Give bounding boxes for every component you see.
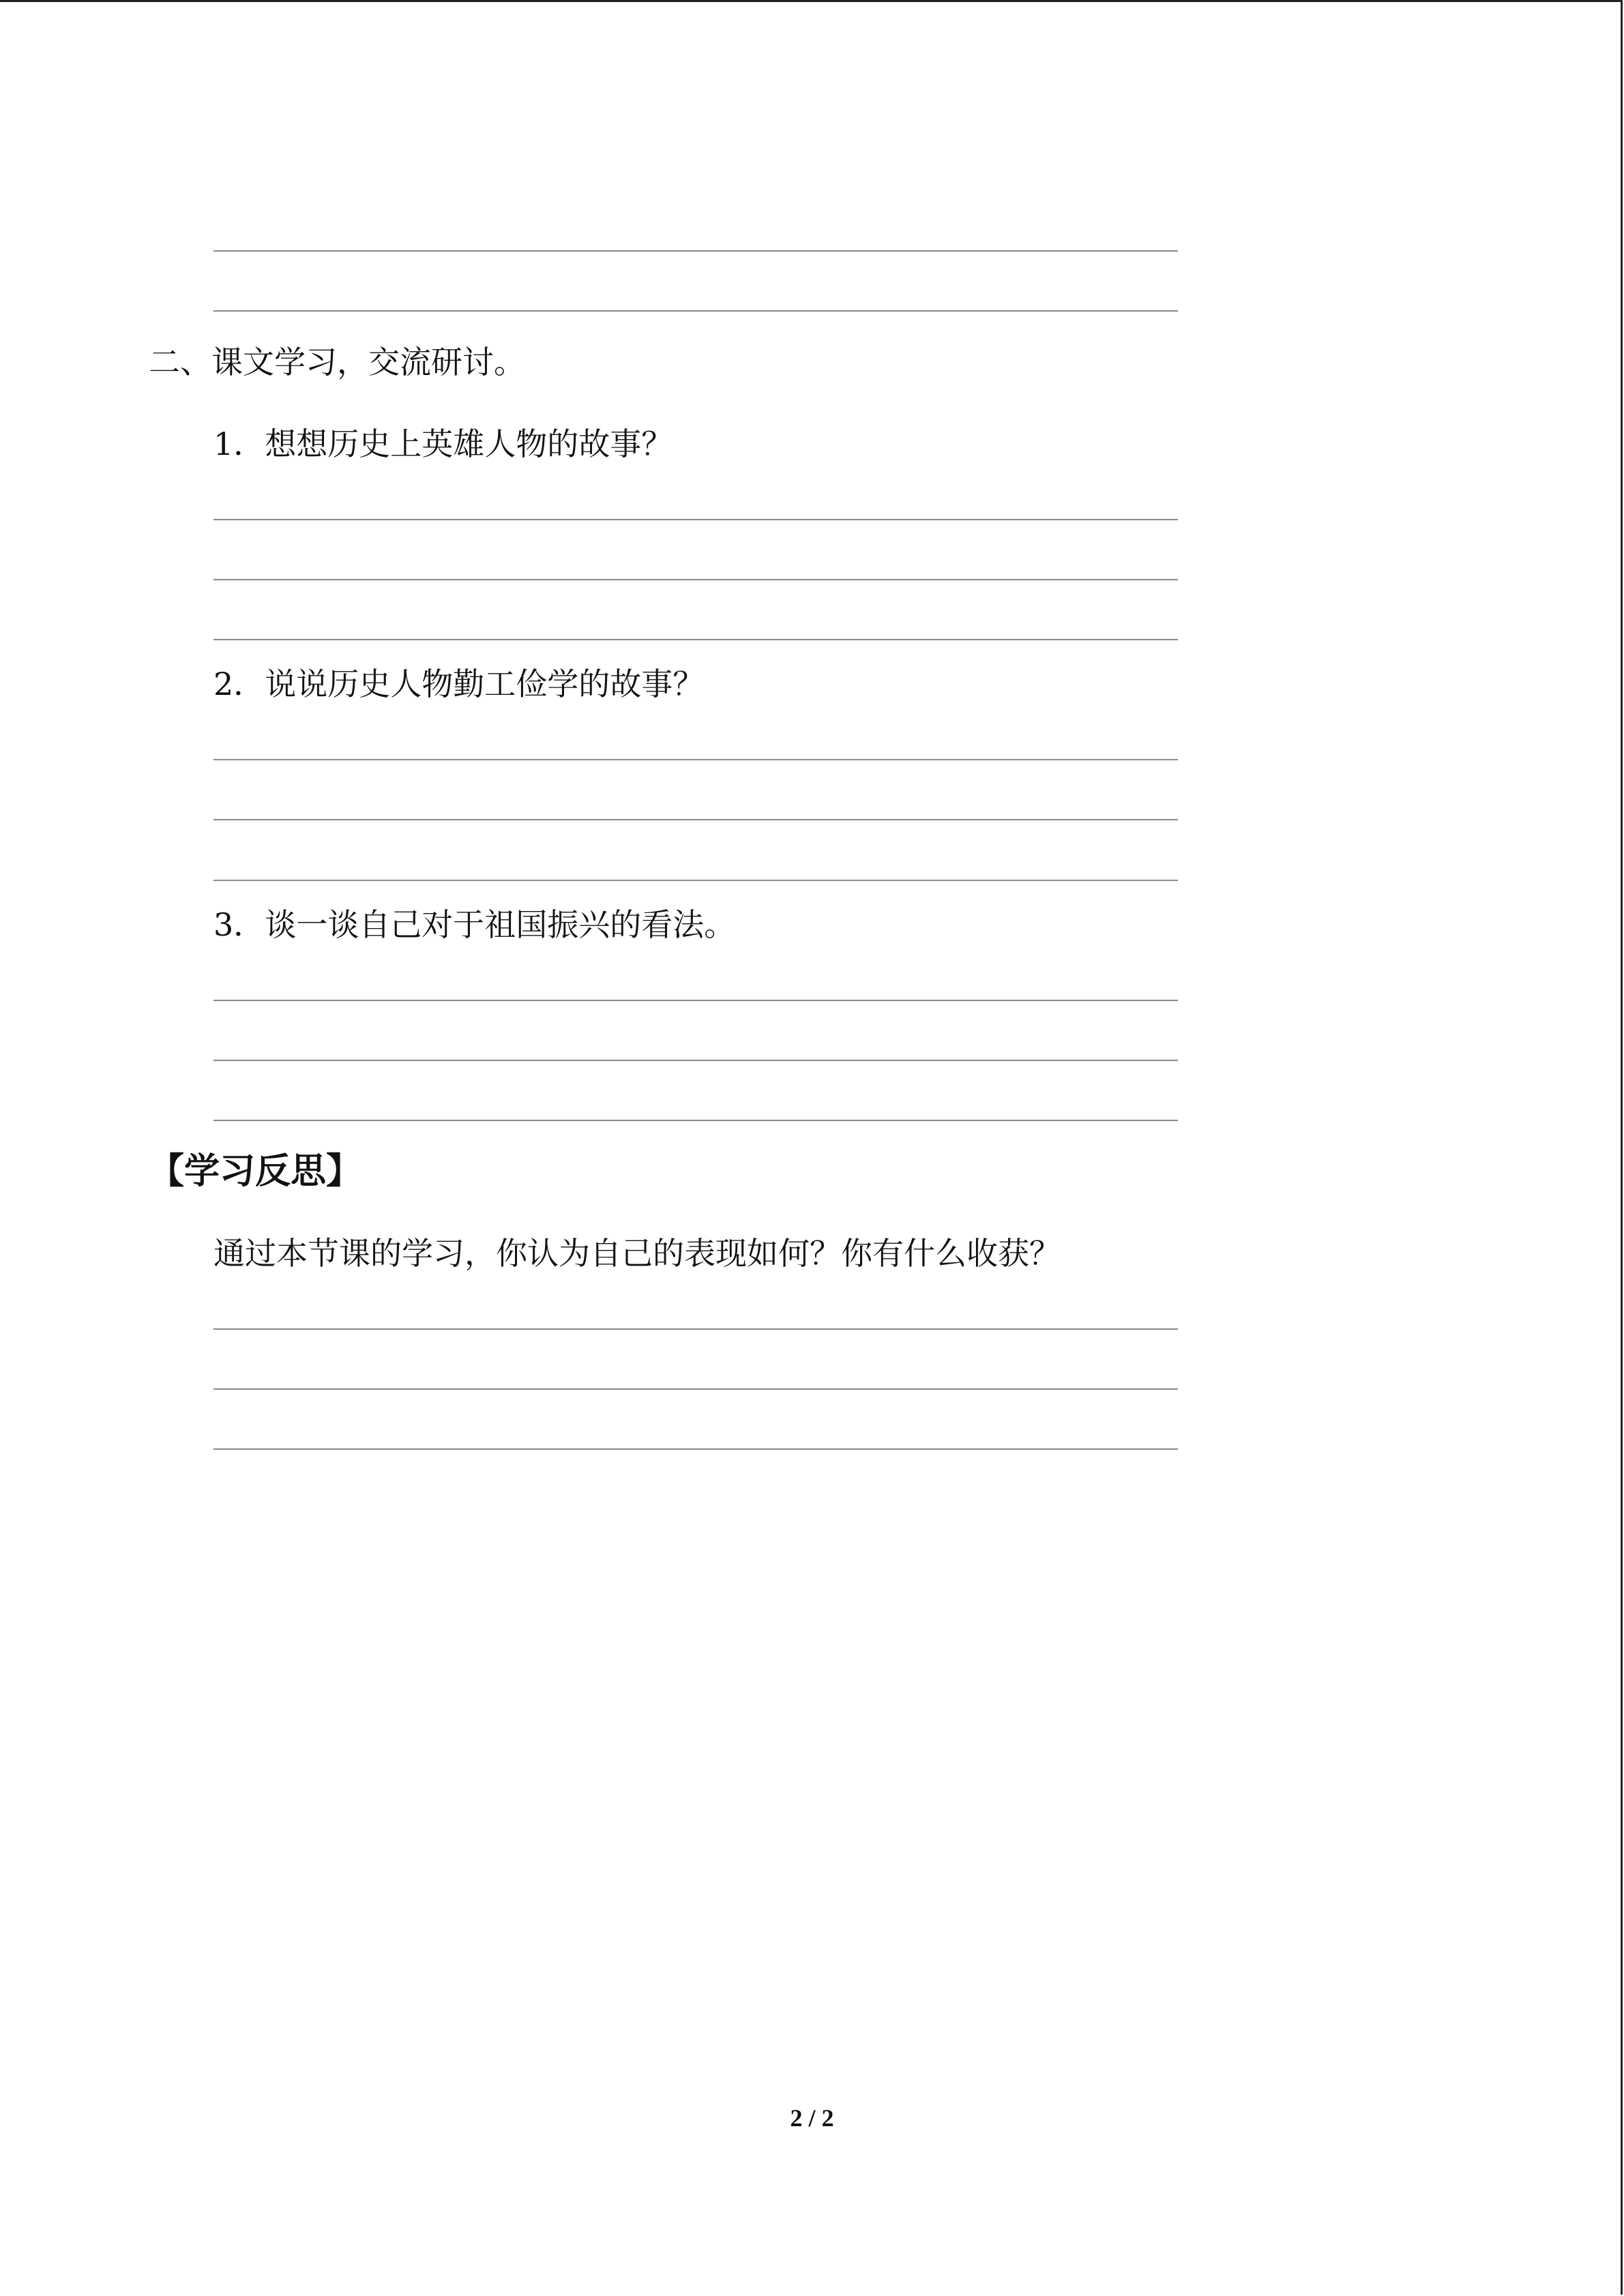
answer-line[interactable] (213, 1060, 1178, 1061)
page-number: 2 / 2 (790, 2104, 834, 2132)
answer-line[interactable] (213, 880, 1178, 881)
answer-line[interactable] (213, 639, 1178, 640)
answer-line[interactable] (213, 1120, 1178, 1121)
section-title: 二、课文学习，交流研讨。 (149, 344, 525, 381)
answer-line[interactable] (213, 819, 1178, 820)
reflection-heading: 【学习反思】 (149, 1151, 362, 1192)
question-2: 2．说说历史人物勤工俭学的故事？ (213, 666, 705, 702)
answer-line[interactable] (213, 759, 1178, 760)
question-1: 1．想想历史上英雄人物的故事？ (213, 426, 673, 462)
reflection-prompt: 通过本节课的学习，你认为自己的表现如何？你有什么收获？ (213, 1235, 1061, 1272)
answer-line[interactable] (213, 579, 1178, 580)
answer-line[interactable] (213, 1388, 1178, 1390)
answer-line[interactable] (213, 310, 1178, 312)
answer-line[interactable] (213, 519, 1178, 520)
answer-line[interactable] (213, 1448, 1178, 1450)
answer-line[interactable] (213, 250, 1178, 252)
question-3: 3．谈一谈自己对于祖国振兴的看法。 (213, 906, 736, 943)
answer-line[interactable] (213, 1000, 1178, 1001)
answer-line[interactable] (213, 1328, 1178, 1330)
